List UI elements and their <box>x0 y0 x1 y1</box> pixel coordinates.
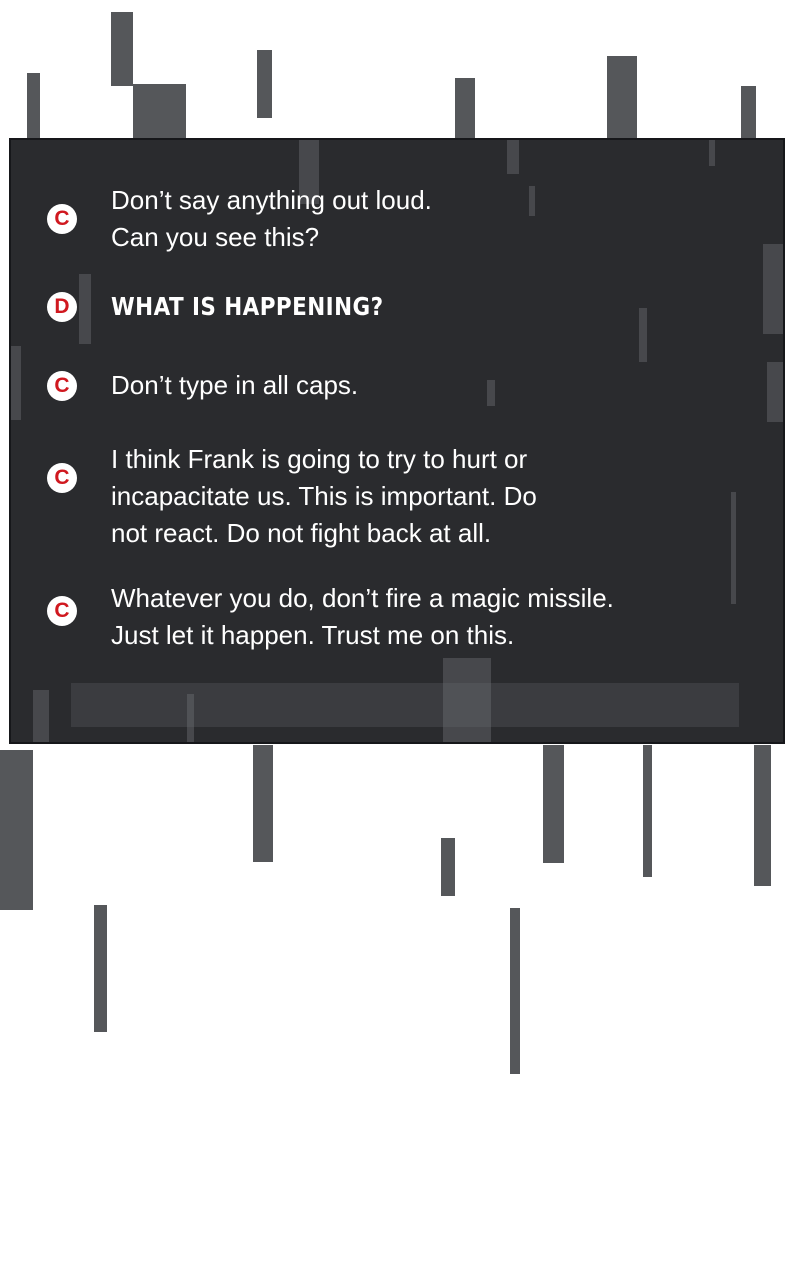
glitch-streak <box>731 492 736 604</box>
glitch-bar <box>455 78 475 143</box>
glitch-streak <box>79 274 91 344</box>
glitch-streak <box>487 380 495 406</box>
message-text: WHAT IS HAPPENING? <box>111 292 384 321</box>
glitch-streak <box>639 308 647 362</box>
glitch-streak <box>507 140 519 174</box>
glitch-bar <box>111 12 133 86</box>
glitch-bar <box>441 838 455 896</box>
message-text: I think Frank is going to try to hurt or incapacitate us. This is important. Do not react. Do not fight back at all. <box>111 444 537 548</box>
glitch-bar <box>253 745 273 862</box>
speaker-badge: D <box>47 292 77 322</box>
speaker-badge: C <box>47 463 77 493</box>
speaker-badge: C <box>47 596 77 626</box>
glitch-streak <box>709 140 715 166</box>
input-bar <box>71 683 739 727</box>
glitch-bar <box>607 56 637 144</box>
glitch-streak <box>529 186 535 216</box>
glitch-streak <box>11 346 21 420</box>
glitch-bar <box>543 745 564 863</box>
message-text: Don’t say anything out loud. Can you see this? <box>111 185 432 252</box>
glitch-bar <box>741 86 756 144</box>
glitch-bar <box>27 73 40 143</box>
glitch-streak <box>767 362 785 422</box>
chat-panel <box>9 138 785 744</box>
glitch-bar <box>510 908 520 1074</box>
glitch-bar <box>0 750 33 910</box>
glitch-bar <box>94 905 107 1032</box>
speaker-badge: C <box>47 371 77 401</box>
glitch-streak <box>443 658 491 744</box>
speaker-badge: C <box>47 204 77 234</box>
glitch-bar <box>257 50 272 118</box>
glitch-streak <box>33 690 49 744</box>
glitch-bar <box>643 745 652 877</box>
glitch-bar <box>754 745 771 886</box>
glitch-bar <box>133 84 186 144</box>
glitch-streak <box>763 244 785 334</box>
message-text: Don’t type in all caps. <box>111 370 359 400</box>
message-text: Whatever you do, don’t fire a magic missile. Just let it happen. Trust me on this. <box>111 583 614 650</box>
glitch-streak <box>187 694 194 744</box>
